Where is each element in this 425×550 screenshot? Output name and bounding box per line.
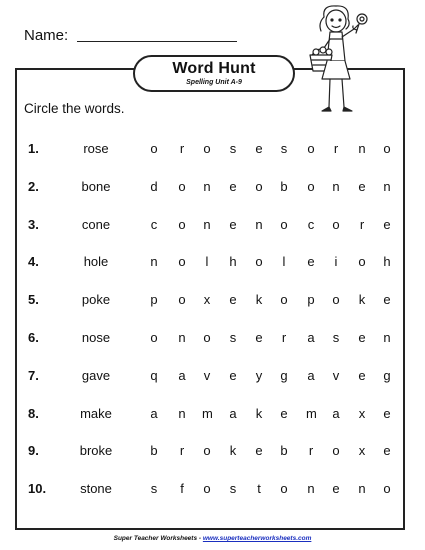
letter-cell[interactable]: e <box>383 216 391 232</box>
row-number: 4. <box>28 254 39 270</box>
letter-cell[interactable]: o <box>383 481 391 497</box>
letter-cell[interactable]: e <box>229 292 237 308</box>
letter-cell[interactable]: r <box>281 330 287 345</box>
row-number: 7. <box>28 367 39 383</box>
word-row <box>0 406 425 426</box>
letter-cell[interactable]: o <box>178 254 186 270</box>
letter-cell[interactable]: e <box>307 254 315 270</box>
letter-cell[interactable]: b <box>280 178 288 194</box>
letter-cell[interactable]: e <box>229 367 237 383</box>
letter-cell[interactable]: k <box>255 292 263 308</box>
letter-cell[interactable]: p <box>307 292 315 308</box>
row-number: 10. <box>28 481 47 497</box>
letter-cell[interactable]: k <box>358 292 366 308</box>
letter-cell[interactable]: o <box>332 216 340 232</box>
word-row <box>0 179 425 199</box>
letter-cell[interactable]: e <box>229 178 237 194</box>
letter-cell[interactable]: n <box>332 178 340 194</box>
letter-cell[interactable]: o <box>178 292 186 308</box>
target-word: hole <box>83 254 109 270</box>
letter-cell[interactable]: a <box>307 330 315 345</box>
letter-cell[interactable]: e <box>255 330 263 345</box>
title-box <box>133 55 295 92</box>
letter-cell[interactable]: a <box>307 367 315 383</box>
letter-cell[interactable]: s <box>150 481 158 497</box>
letter-cell[interactable]: v <box>203 367 211 383</box>
letter-cell[interactable]: g <box>280 367 288 383</box>
row-number: 1. <box>28 141 39 156</box>
target-word: cone <box>81 216 111 232</box>
letter-cell[interactable]: n <box>383 330 391 345</box>
word-row <box>0 292 425 312</box>
letter-cell[interactable]: o <box>255 178 263 194</box>
letter-cell[interactable]: o <box>280 216 288 232</box>
letter-cell[interactable]: p <box>150 292 158 308</box>
letter-cell[interactable]: e <box>255 141 263 156</box>
word-row <box>0 443 425 463</box>
letter-cell[interactable]: q <box>150 367 158 383</box>
letter-cell[interactable]: o <box>280 481 288 497</box>
letter-cell[interactable]: o <box>178 178 186 194</box>
letter-cell[interactable]: o <box>255 254 263 270</box>
letter-cell[interactable]: h <box>229 254 237 270</box>
row-number: 2. <box>28 178 39 194</box>
word-row <box>0 254 425 274</box>
word-row <box>0 368 425 388</box>
letter-cell[interactable]: o <box>358 254 366 270</box>
letter-cell[interactable]: r <box>308 443 314 459</box>
letter-cell[interactable]: e <box>332 481 340 497</box>
letter-cell[interactable]: e <box>229 216 237 232</box>
letter-cell[interactable]: t <box>257 481 261 497</box>
letter-cell[interactable]: o <box>332 292 340 308</box>
letter-cell[interactable]: g <box>383 367 391 383</box>
word-row <box>0 481 425 501</box>
letter-cell[interactable]: o <box>203 443 211 459</box>
footer <box>0 535 425 542</box>
letter-cell[interactable]: n <box>255 216 263 232</box>
letter-cell[interactable]: o <box>178 216 186 232</box>
target-word: stone <box>80 481 112 497</box>
letter-cell[interactable]: o <box>280 292 288 308</box>
target-word: bone <box>81 178 111 194</box>
letter-cell[interactable]: k <box>255 405 263 421</box>
letter-cell[interactable]: e <box>358 178 366 194</box>
word-row <box>0 217 425 237</box>
letter-cell[interactable]: o <box>150 141 158 156</box>
letter-cell[interactable]: n <box>203 178 211 194</box>
letter-cell[interactable]: m <box>306 405 317 421</box>
letter-cell[interactable]: c <box>307 216 315 232</box>
row-number: 5. <box>28 292 39 308</box>
letter-cell[interactable]: f <box>180 481 184 497</box>
footer-separator: - <box>198 535 202 542</box>
letter-cell[interactable]: l <box>282 254 286 270</box>
worksheet-title: Word Hunt <box>172 60 256 77</box>
letter-cell[interactable]: h <box>383 254 391 270</box>
letter-cell[interactable]: n <box>203 216 211 232</box>
footer-url[interactable]: www.superteacherworksheets.com <box>202 535 312 542</box>
letter-cell[interactable]: o <box>383 141 391 156</box>
row-number: 9. <box>28 443 39 459</box>
letter-cell[interactable]: e <box>358 330 366 345</box>
letter-cell[interactable]: o <box>203 141 211 156</box>
letter-cell[interactable]: o <box>332 443 340 459</box>
letter-cell[interactable]: l <box>205 254 209 270</box>
letter-cell[interactable]: s <box>332 330 340 345</box>
letter-cell[interactable]: b <box>150 443 158 459</box>
letter-cell[interactable]: v <box>332 367 340 383</box>
letter-cell[interactable]: o <box>150 330 158 345</box>
letter-cell[interactable]: n <box>307 481 315 497</box>
letter-cell[interactable]: r <box>179 443 185 459</box>
letter-cell[interactable]: n <box>178 330 186 345</box>
word-row <box>0 141 425 161</box>
name-line <box>77 41 237 42</box>
letter-cell[interactable]: s <box>229 141 237 156</box>
letter-cell[interactable]: o <box>307 178 315 194</box>
letter-cell[interactable]: e <box>255 443 263 459</box>
target-word: gave <box>81 367 111 383</box>
letter-cell[interactable]: a <box>178 367 186 383</box>
letter-cell[interactable]: e <box>280 405 288 421</box>
letter-cell[interactable]: b <box>280 443 288 459</box>
letter-cell[interactable]: x <box>358 405 366 421</box>
letter-cell[interactable]: n <box>358 141 366 156</box>
instructions: Circle the words. <box>24 101 125 116</box>
target-word: poke <box>81 292 111 308</box>
letter-cell[interactable]: s <box>229 481 237 497</box>
letter-cell[interactable]: d <box>150 178 158 194</box>
girl-with-flower-basket-illustration <box>302 3 382 133</box>
letter-cell[interactable]: e <box>383 443 391 459</box>
letter-cell[interactable]: i <box>334 254 338 270</box>
letter-cell[interactable]: n <box>178 405 186 421</box>
letter-cell[interactable]: e <box>383 292 391 308</box>
letter-cell[interactable]: o <box>203 481 211 497</box>
letter-cell[interactable]: o <box>307 141 315 156</box>
target-word: broke <box>79 443 113 459</box>
letter-cell[interactable]: c <box>150 216 158 232</box>
letter-cell[interactable]: m <box>202 405 213 421</box>
letter-cell[interactable]: s <box>229 330 237 345</box>
row-number: 3. <box>28 216 39 232</box>
letter-cell[interactable]: e <box>383 405 391 421</box>
letter-cell[interactable]: a <box>229 405 237 421</box>
letter-cell[interactable]: a <box>150 405 158 421</box>
word-row <box>0 330 425 350</box>
letter-cell[interactable]: y <box>255 367 263 383</box>
row-number: 6. <box>28 330 39 345</box>
name-label: Name: <box>24 27 69 44</box>
letter-cell[interactable]: r <box>333 141 339 156</box>
letter-cell[interactable]: e <box>358 367 366 383</box>
letter-cell[interactable]: n <box>150 254 158 270</box>
letter-cell[interactable]: r <box>359 216 365 232</box>
letter-cell[interactable]: x <box>358 443 366 459</box>
worksheet-subtitle: Spelling Unit A-9 <box>186 79 242 86</box>
letter-cell[interactable]: k <box>229 443 237 459</box>
letter-cell[interactable]: a <box>332 405 340 421</box>
target-word: rose <box>83 141 109 156</box>
letter-cell[interactable]: x <box>203 292 211 308</box>
letter-cell[interactable]: o <box>203 330 211 345</box>
target-word: nose <box>81 330 111 345</box>
letter-cell[interactable]: n <box>358 481 366 497</box>
letter-cell[interactable]: s <box>280 141 288 156</box>
letter-cell[interactable]: r <box>179 141 185 156</box>
letter-cell[interactable]: n <box>383 178 391 194</box>
footer-brand: Super Teacher Worksheets <box>113 535 198 542</box>
target-word: make <box>80 405 112 421</box>
row-number: 8. <box>28 405 39 421</box>
